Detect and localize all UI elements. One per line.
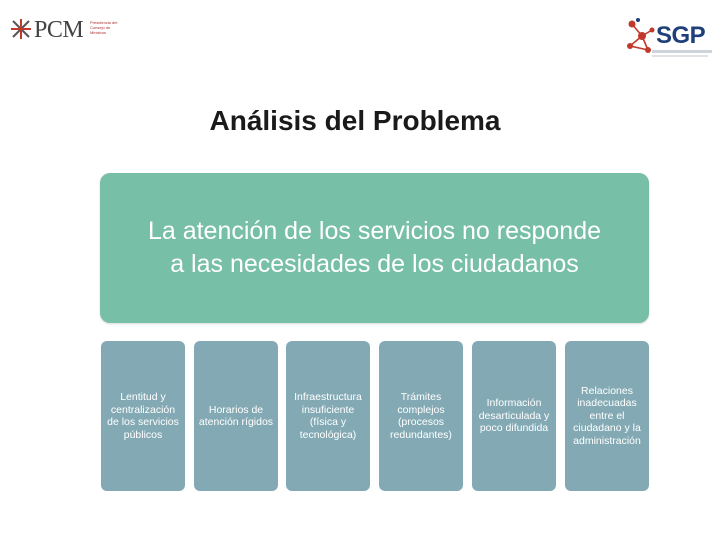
pcm-logo-tagline: Presidencia del Consejo de Ministros [90, 20, 118, 35]
cause-card [194, 341, 278, 491]
cause-card [472, 341, 556, 491]
main-problem-text: La atención de los servicios no responde a las necesidades de los ciudadanos [147, 217, 602, 278]
pcm-emblem-icon [10, 18, 32, 40]
cause-card-text: Trámites complejos (procesos redundantes) [390, 391, 452, 441]
sgp-logo-text: SGP [656, 22, 706, 49]
pcm-logo-text: PCM [34, 17, 84, 43]
cause-card-text: Información desarticulada y poco difundida [478, 397, 550, 435]
sgp-logo [622, 10, 714, 58]
cause-card-text: Lentitud y centralización de los servicios públicos [107, 391, 179, 441]
sgp-logo-tagline-bar [652, 50, 712, 53]
cause-card [286, 341, 370, 491]
cause-card [101, 341, 185, 491]
pcm-logo [10, 14, 120, 50]
cause-card-text: Horarios de atención rígidos [198, 403, 274, 428]
cause-card-text: Infraestructura insuficiente (física y tecnológica) [294, 391, 362, 441]
main-problem-box [100, 173, 649, 323]
sgp-logo-tagline-bar [652, 55, 708, 57]
cause-card [379, 341, 463, 491]
slide-title: Análisis del Problema [209, 105, 501, 136]
cause-card-text: Relaciones inadecuadas entre el ciudadano y la administración [573, 384, 641, 447]
cause-card [565, 341, 649, 491]
